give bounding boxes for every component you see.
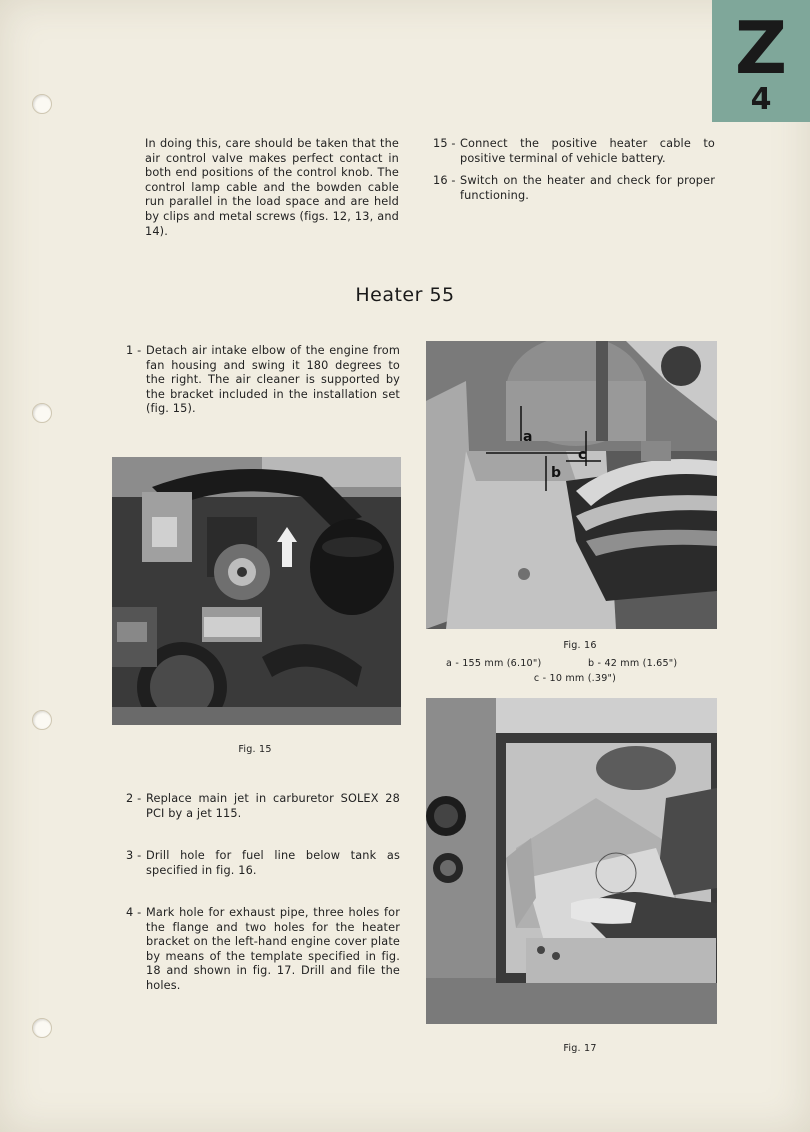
step-number: 1 -	[126, 344, 142, 357]
step-text: Replace main jet in carburetor SOLEX 28 PCI by a jet 115.	[146, 792, 400, 820]
step-text: Detach air intake elbow of the engine from fan housing and swing it 180 degrees to the right. The air cleaner is supported by the bracket included in the installation set (fig. 15).	[146, 344, 400, 416]
heading-title: Heater	[355, 284, 423, 306]
dimension-label-c: c	[578, 447, 587, 463]
step-number: 16 -	[433, 174, 456, 187]
fig-15-photo	[112, 457, 401, 725]
step-text: Switch on the heater and check for proper functioning.	[460, 174, 715, 202]
step-3	[126, 849, 400, 879]
fig-17-photo	[426, 698, 717, 1024]
step-text: Drill hole for fuel line below tank as specified in fig. 16.	[146, 849, 400, 877]
fig-16-dimension-c: c - 10 mm (.39")	[533, 673, 617, 684]
step-text: Mark hole for exhaust pipe, three holes for the flange and two holes for the heater bracket on the left-hand engine cover plate by means of the template specified in fig. 18 and shown in fig. 17. Drill and file the holes.	[146, 906, 400, 992]
step-number: 3 -	[126, 849, 142, 862]
punch-hole	[32, 710, 52, 730]
punch-hole	[32, 403, 52, 423]
step-15	[433, 137, 715, 167]
section-number: 4	[750, 82, 772, 117]
dimension-label-a: a	[523, 429, 533, 445]
step-number: 2 -	[126, 792, 142, 805]
dimension-label-b: b	[551, 465, 562, 481]
step-number: 15 -	[433, 137, 456, 150]
fig-16-photo	[426, 341, 717, 629]
step-1	[126, 344, 400, 416]
step-number: 4 -	[126, 906, 142, 919]
punch-hole	[32, 94, 52, 114]
step-16	[433, 174, 715, 204]
fig-16-dimension-a: a - 155 mm (6.10")	[446, 658, 542, 669]
section-letter: Z	[734, 6, 788, 90]
punch-hole	[32, 1018, 52, 1038]
step-2	[126, 792, 400, 822]
section-tab	[712, 0, 810, 122]
fig-17-caption: Fig. 17	[563, 1043, 597, 1054]
step-4	[126, 906, 400, 992]
fig-16-dimension-b: b - 42 mm (1.65")	[588, 658, 678, 669]
heading-number: 55	[429, 284, 455, 306]
intro-paragraph: In doing this, care should be taken that the air control valve makes perfect contact in both end positions of the control knob. The control lamp cable and the bowden cable run parallel in the load space and are held by clips and metal screws (figs. 12, 13, and 14).	[145, 137, 399, 238]
fig-16-caption: Fig. 16	[563, 640, 597, 651]
step-text: Connect the positive heater cable to positive terminal of vehicle battery.	[460, 137, 715, 165]
fig-15-caption: Fig. 15	[238, 744, 272, 755]
section-heading	[0, 284, 810, 306]
